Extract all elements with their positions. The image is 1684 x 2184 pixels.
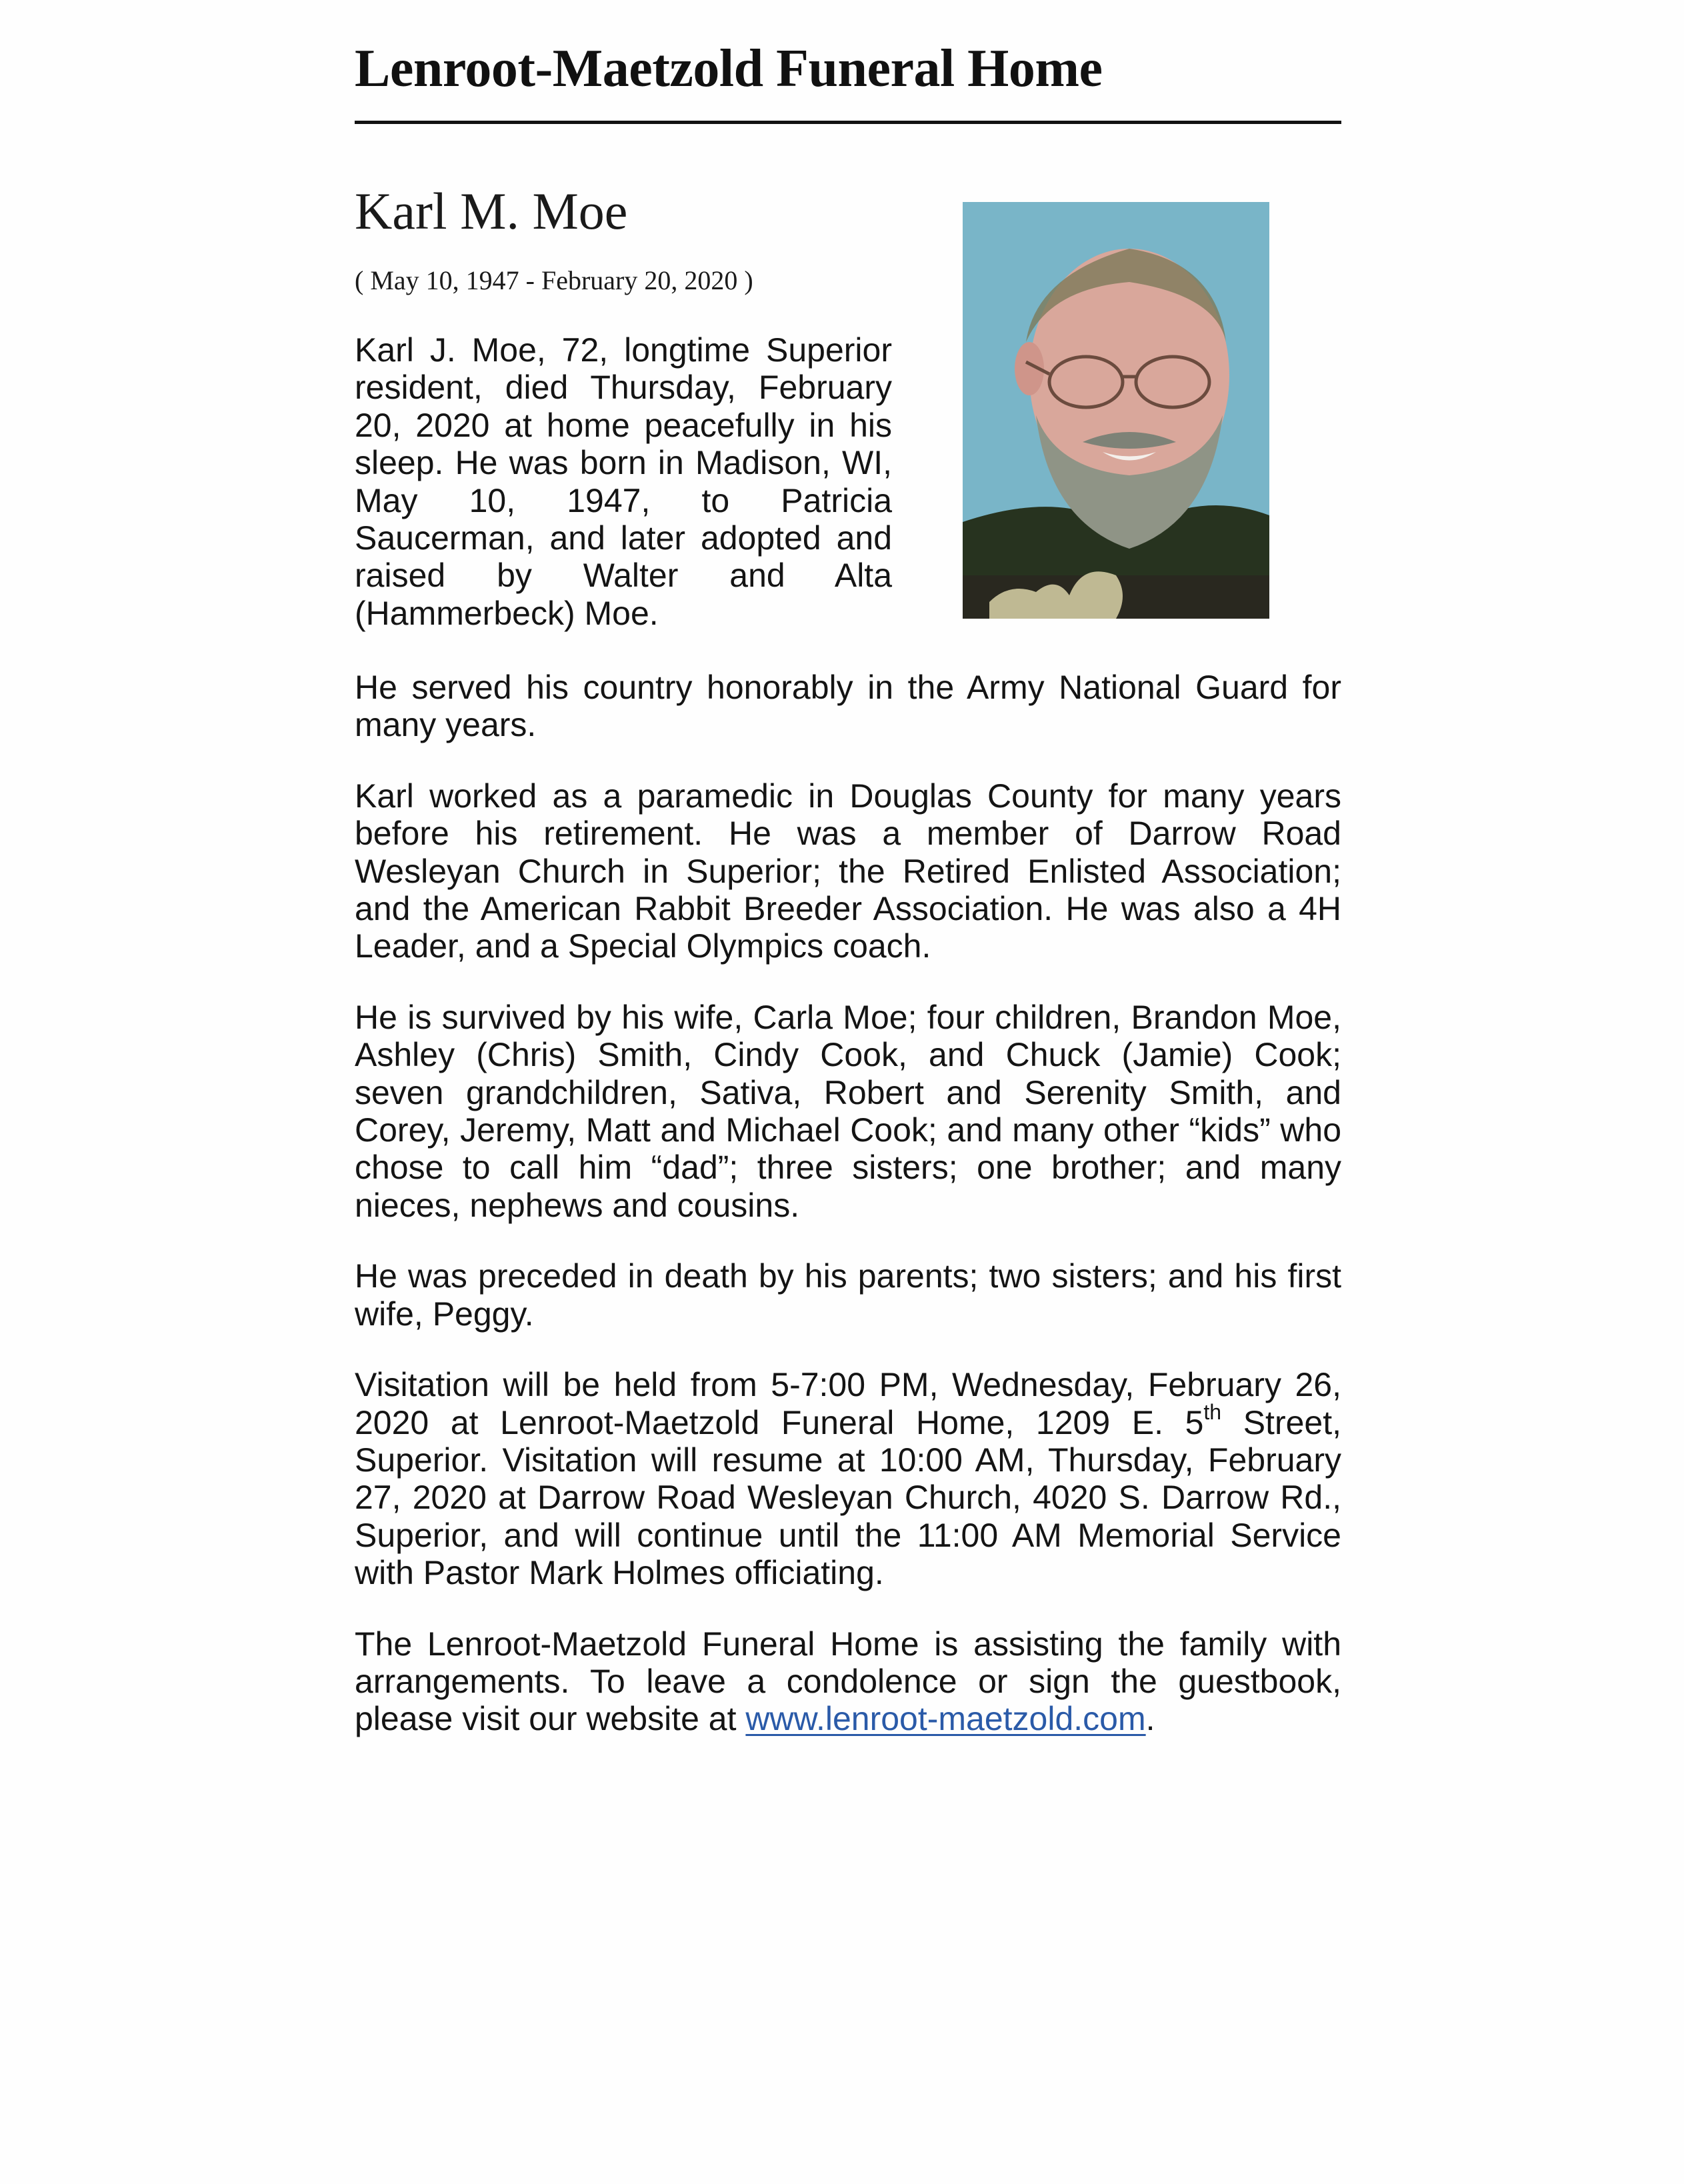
career-paragraph: Karl worked as a paramedic in Douglas County for many years before his retirement. He was a member of Darrow Road Wesleyan Church in Superior; the Retired Enlisted Association; and the American Rabbit Breeder Association. He was also a 4H Leader, and a Special Olympics coach. (355, 777, 1341, 965)
visitation-text-part2: Street, Superior. Visitation will resume at 10:00 AM, Thursday, February 27, 2020 at Darrow Road Wesleyan Church, 4020 S. Darrow Rd., Superior, and will continue until the 11:00 AM Memorial Service with Pastor Mark Holmes officiating. (355, 1403, 1341, 1592)
portrait-image-icon (963, 202, 1269, 619)
survivors-paragraph: He is survived by his wife, Carla Moe; four children, Brandon Moe, Ashley (Chris) Smith, Cindy Cook, and Chuck (Jamie) Cook; seven grandchildren, Sativa, Robert and Serenity Smith, and Corey, Jeremy, Matt and Michael Cook; and many other “kids” who chose to call him “dad”; three sisters; one brother; and many nieces, nephews and cousins. (355, 998, 1341, 1224)
military-service-paragraph: He served his country honorably in the Army National Guard for many years. (355, 669, 1341, 744)
arrangements-text: The Lenroot-Maetzold Funeral Home is assisting the family with arrangements. To leave a condolence or sign the guestbook, please visit our website at (355, 1625, 1341, 1738)
header-divider (355, 121, 1341, 124)
arrangements-paragraph (355, 1625, 1341, 1738)
website-link[interactable]: www.lenroot-maetzold.com (745, 1700, 1146, 1738)
obituary-body (355, 669, 1341, 1771)
funeral-home-title: Lenroot-Maetzold Funeral Home (355, 39, 1103, 98)
deceased-name: Karl M. Moe (355, 182, 628, 240)
portrait-photo (963, 202, 1269, 619)
visitation-paragraph (355, 1366, 1341, 1591)
ordinal-suffix: th (1203, 1399, 1222, 1424)
life-dates: ( May 10, 1947 - February 20, 2020 ) (355, 265, 753, 295)
visitation-text-part1: Visitation will be held from 5-7:00 PM, Wednesday, February 26, 2020 at Lenroot-Maetzold Funeral Home, 1209 E. 5 (355, 1366, 1341, 1441)
preceded-paragraph: He was preceded in death by his parents; two sisters; and his first wife, Peggy. (355, 1257, 1341, 1333)
obituary-intro-paragraph: Karl J. Moe, 72, longtime Superior resident, died Thursday, February 20, 2020 at home peacefully in his sleep. He was born in Madison, WI, May 10, 1947, to Patricia Saucerman, and later adopted and raised by Walter and Alta (Hammerbeck) Moe. (355, 331, 892, 632)
arrangements-period: . (1145, 1700, 1155, 1738)
